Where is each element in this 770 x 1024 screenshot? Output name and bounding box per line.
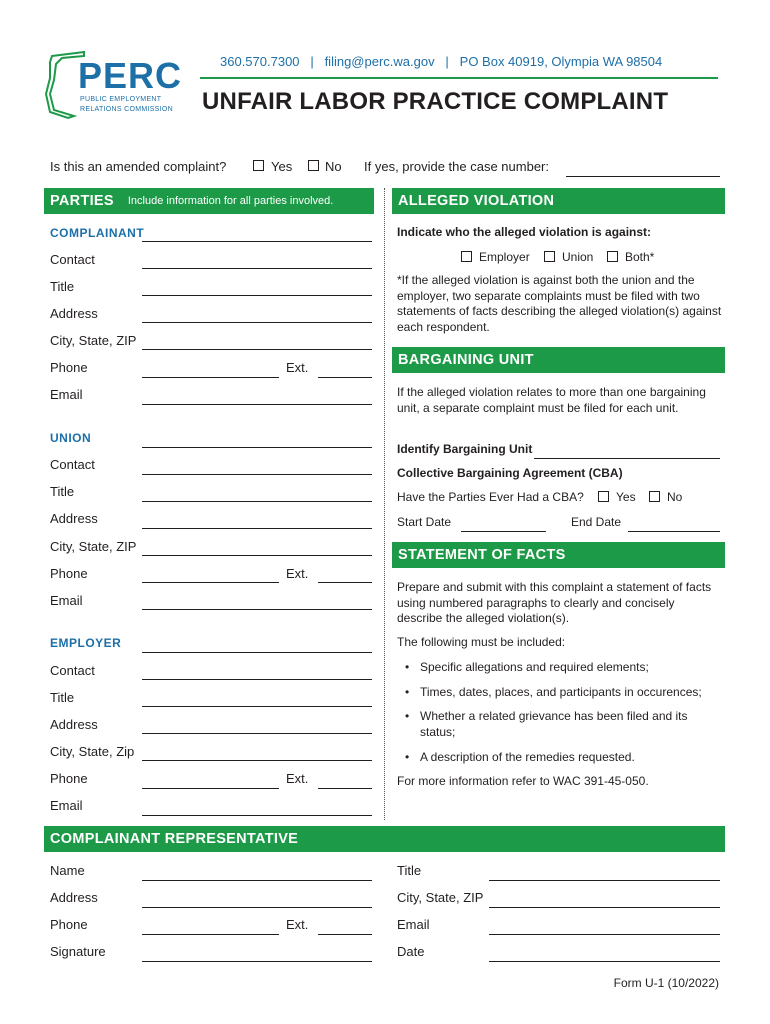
employer-title-label: Title — [50, 690, 75, 705]
rep-date-label: Date — [397, 944, 425, 959]
union-address-label: Address — [50, 511, 98, 526]
union-phone-label: Phone — [50, 566, 88, 581]
union-email-field[interactable] — [142, 609, 372, 610]
rep-email-label: Email — [397, 917, 430, 932]
alleged-violation-header: ALLEGED VIOLATION — [392, 188, 725, 214]
logo-subtitle-1: PUBLIC EMPLOYMENT — [80, 96, 162, 103]
rep-phone-label: Phone — [50, 917, 88, 932]
complainant-title-field[interactable] — [142, 295, 372, 296]
parties-subheading: Include information for all parties involved. — [127, 195, 334, 207]
contact-info: 360.570.7300 | filing@perc.wa.gov | PO Box 40919, Olympia WA 98504 — [220, 54, 663, 69]
employer-heading: EMPLOYER — [50, 636, 122, 650]
cba-yes-label: Yes — [616, 490, 636, 504]
case-number-field[interactable] — [566, 176, 720, 177]
union-contact-field[interactable] — [142, 474, 372, 475]
employer-title-field[interactable] — [142, 706, 372, 707]
complainant-city-label: City, State, ZIP — [50, 333, 137, 348]
start-date-label: Start Date — [397, 515, 452, 529]
complainant-address-label: Address — [50, 306, 98, 321]
complainant-name-field[interactable] — [142, 241, 372, 242]
cba-no-label: No — [667, 490, 683, 504]
violation-both-label: Both* — [625, 250, 655, 264]
complainant-city-field[interactable] — [142, 349, 372, 350]
complainant-title-label: Title — [50, 279, 75, 294]
cba-no-checkbox[interactable] — [649, 491, 660, 502]
form-id: Form U-1 (10/2022) — [613, 976, 719, 990]
amended-yes-checkbox[interactable] — [253, 160, 264, 171]
union-ext-label: Ext. — [286, 566, 309, 581]
union-title-field[interactable] — [142, 501, 372, 502]
complainant-contact-label: Contact — [50, 252, 95, 267]
violation-prompt: Indicate who the alleged violation is against: — [397, 225, 652, 239]
employer-address-field[interactable] — [142, 733, 372, 734]
rep-email-field[interactable] — [489, 934, 720, 935]
complainant-phone-field[interactable] — [142, 377, 279, 378]
case-number-label: If yes, provide the case number: — [364, 159, 549, 174]
union-title-label: Title — [50, 484, 75, 499]
facts-bullet-2: • Times, dates, places, and participants in occurences; — [420, 685, 720, 701]
violation-note: *If the alleged violation is against both the union and the employer, two separate complaints must be filed with two statements of facts describing the alleged violation(s) against each respondent. — [397, 273, 722, 334]
violation-employer-checkbox[interactable] — [461, 251, 472, 262]
rep-title-label: Title — [397, 863, 422, 878]
complainant-address-field[interactable] — [142, 322, 372, 323]
facts-intro: Prepare and submit with this complaint a statement of facts using numbered paragraphs to clearly and concisely describe the alleged violation(s). — [397, 580, 712, 625]
rep-name-label: Name — [50, 863, 85, 878]
rep-title-field[interactable] — [489, 880, 720, 881]
employer-phone-field[interactable] — [142, 788, 279, 789]
employer-contact-label: Contact — [50, 663, 95, 678]
amended-no-checkbox[interactable] — [308, 160, 319, 171]
rep-phone-field[interactable] — [142, 934, 279, 935]
complainant-ext-field[interactable] — [318, 377, 372, 378]
complainant-ext-label: Ext. — [286, 360, 309, 375]
complainant-email-field[interactable] — [142, 404, 372, 405]
union-email-label: Email — [50, 593, 83, 608]
header-divider — [200, 77, 718, 79]
rep-address-field[interactable] — [142, 907, 372, 908]
facts-must-include: The following must be included: — [397, 635, 566, 649]
parties-heading: PARTIES — [50, 193, 114, 209]
union-address-field[interactable] — [142, 528, 372, 529]
identify-unit-label: Identify Bargaining Unit — [397, 442, 533, 456]
logo-wordmark: PERC — [78, 55, 183, 96]
rep-address-label: Address — [50, 890, 98, 905]
rep-name-field[interactable] — [142, 880, 372, 881]
union-contact-label: Contact — [50, 457, 95, 472]
union-name-field[interactable] — [142, 447, 372, 448]
violation-union-label: Union — [562, 250, 594, 264]
facts-bullet-4: • A description of the remedies requested. — [420, 750, 720, 766]
cba-label: Collective Bargaining Agreement (CBA) — [397, 466, 623, 480]
bargaining-unit-header: BARGAINING UNIT — [392, 347, 725, 373]
rep-city-field[interactable] — [489, 907, 720, 908]
amended-no-label: No — [325, 159, 342, 174]
violation-both-checkbox[interactable] — [607, 251, 618, 262]
violation-employer-label: Employer — [479, 250, 530, 264]
employer-name-field[interactable] — [142, 652, 372, 653]
column-divider — [384, 188, 385, 820]
facts-bullet-3: • Whether a related grievance has been filed and its status; — [420, 709, 710, 740]
facts-more-info: For more information refer to WAC 391-45-050. — [397, 774, 649, 788]
perc-logo — [44, 50, 184, 120]
amended-question: Is this an amended complaint? — [50, 159, 227, 174]
employer-phone-label: Phone — [50, 771, 88, 786]
employer-ext-label: Ext. — [286, 771, 309, 786]
rep-date-field[interactable] — [489, 961, 720, 962]
had-cba-question: Have the Parties Ever Had a CBA? — [397, 490, 584, 504]
union-phone-field[interactable] — [142, 582, 279, 583]
facts-bullet-1: • Specific allegations and required elements; — [420, 660, 720, 676]
rep-signature-label: Signature — [50, 944, 106, 959]
employer-city-label: City, State, Zip — [50, 744, 135, 759]
cba-yes-checkbox[interactable] — [598, 491, 609, 502]
end-date-field[interactable] — [628, 531, 720, 532]
union-ext-field[interactable] — [318, 582, 372, 583]
complainant-heading: COMPLAINANT — [50, 226, 145, 240]
employer-ext-field[interactable] — [318, 788, 372, 789]
union-city-field[interactable] — [142, 555, 372, 556]
rep-ext-field[interactable] — [318, 934, 372, 935]
complainant-contact-field[interactable] — [142, 268, 372, 269]
rep-city-label: City, State, ZIP — [397, 890, 484, 905]
violation-union-checkbox[interactable] — [544, 251, 555, 262]
employer-city-field[interactable] — [142, 760, 372, 761]
employer-email-field[interactable] — [142, 815, 372, 816]
parties-header — [44, 188, 374, 214]
complainant-representative-header: COMPLAINANT REPRESENTATIVE — [44, 826, 725, 852]
union-city-label: City, State, ZIP — [50, 539, 137, 554]
employer-email-label: Email — [50, 798, 83, 813]
start-date-field[interactable] — [461, 531, 546, 532]
statement-of-facts-header: STATEMENT OF FACTS — [392, 542, 725, 568]
employer-address-label: Address — [50, 717, 98, 732]
union-heading: UNION — [50, 431, 92, 445]
end-date-label: End Date — [571, 515, 622, 529]
bargaining-note: If the alleged violation relates to more than one bargaining unit, a separate complaint must be filed for each unit. — [397, 385, 706, 415]
rep-ext-label: Ext. — [286, 917, 309, 932]
form-title: UNFAIR LABOR PRACTICE COMPLAINT — [202, 88, 669, 115]
complainant-phone-label: Phone — [50, 360, 88, 375]
identify-unit-field[interactable] — [534, 458, 720, 459]
employer-contact-field[interactable] — [142, 679, 372, 680]
logo-subtitle-2: RELATIONS COMMISSION — [80, 106, 173, 113]
complainant-email-label: Email — [50, 387, 83, 402]
amended-yes-label: Yes — [271, 159, 293, 174]
rep-signature-field[interactable] — [142, 961, 372, 962]
